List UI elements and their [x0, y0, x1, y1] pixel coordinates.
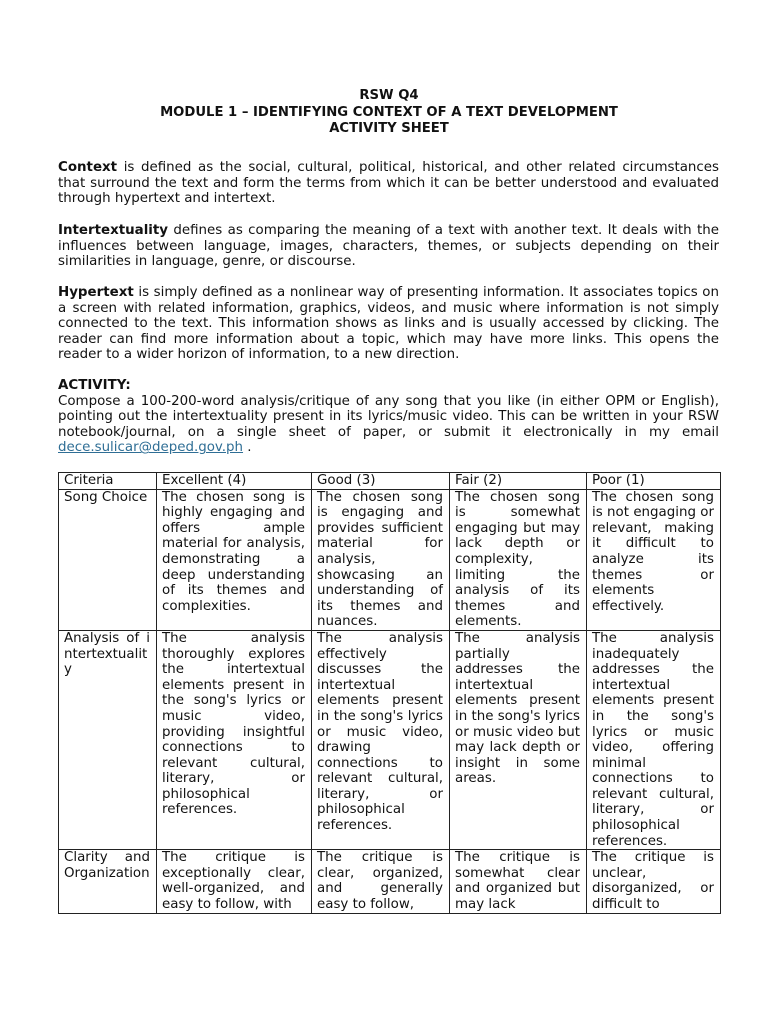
- hypertext-term: Hypertext: [58, 285, 134, 300]
- rubric-header-row: [59, 473, 721, 490]
- header-excellent: Excellent (4): [157, 473, 312, 490]
- table-row: [59, 489, 721, 630]
- criteria-cell: Analysis of intertextuality: [59, 630, 157, 849]
- document-header: [58, 88, 720, 138]
- header-fair: Fair (2): [450, 473, 587, 490]
- sheet-title: ACTIVITY SHEET: [329, 121, 449, 136]
- module-title: MODULE 1 – IDENTIFYING CONTEXT OF A TEXT DEVELOPMENT: [160, 104, 618, 120]
- poor-cell: The chosen song is not engaging or relevant, making it difficult to analyze its themes or elements effectively.: [587, 489, 721, 630]
- criteria-cell: Clarity and Organization: [59, 850, 157, 913]
- table-row: [59, 630, 721, 849]
- activity-title: ACTIVITY:: [58, 378, 131, 393]
- rubric-table: [58, 472, 721, 914]
- good-cell: The chosen song is engaging and provides sufficient material for analysis, showcasing an understanding of its themes and nuances.: [312, 489, 450, 630]
- intertextuality-definition: defines as comparing the meaning of a text with another text. It deals with the influences between language, images, characters, themes, or subjects depending on their similarities in language, genre, or discourse.: [58, 223, 719, 270]
- context-term: Context: [58, 160, 118, 175]
- context-paragraph: [58, 160, 719, 207]
- context-definition: is defined as the social, cultural, political, historical, and other related circumstances that surround the text and form the terms from which it can be better understood and evaluated through hypertext and intertext.: [58, 160, 719, 207]
- excellent-cell: The critique is exceptionally clear, well-organized, and easy to follow, with: [157, 850, 312, 913]
- activity-end: .: [243, 440, 252, 456]
- hypertext-paragraph: [58, 285, 719, 363]
- poor-cell: The critique is unclear, disorganized, or difficult to: [587, 850, 721, 913]
- header-criteria: Criteria: [59, 473, 157, 490]
- activity-instructions: Compose a 100-200-word analysis/critique of any song that you like (in either OPM or English), pointing out the intertextuality present in its lyrics/music video. This can be written in your RSW notebook/journal, on a single sheet of paper, or submit it electronically in my email: [58, 393, 719, 440]
- fair-cell: The critique is somewhat clear and organized but may lack: [450, 850, 587, 913]
- intertextuality-term: Intertextuality: [58, 223, 169, 238]
- fair-cell: The chosen song is somewhat engaging but may lack depth or complexity, limiting the analysis of its themes and elements.: [450, 489, 587, 630]
- poor-cell: The analysis inadequately addresses the intertextual elements present in the song's lyrics or music video, offering minimal connections to relevant cultural, literary, or philosophical references.: [587, 630, 721, 849]
- hypertext-definition: is simply defined as a nonlinear way of presenting information. It associates topics on a screen with related information, graphics, videos, and music where information is not simply connected to the text. This information shows as links and is usually accessed by clicking. The reader can find more information about a topic, which may have more links. This opens the reader to a wider horizon of information, to a new direction.: [58, 285, 719, 363]
- table-row: [59, 850, 721, 913]
- good-cell: The analysis effectively discusses the intertextual elements present in the song's lyrics or music video, drawing connections to relevant cultural, literary, or philosophical references.: [312, 630, 450, 849]
- activity-section: [58, 378, 719, 456]
- header-good: Good (3): [312, 473, 450, 490]
- header-code: RSW Q4: [359, 88, 419, 103]
- excellent-cell: The analysis thoroughly explores the intertextual elements present in the song's lyrics or music video, providing insightful connections to relevant cultural, literary, or philosophical references.: [157, 630, 312, 849]
- header-poor: Poor (1): [587, 473, 721, 490]
- email-link[interactable]: dece.sulicar@deped.gov.ph: [58, 440, 244, 456]
- good-cell: The critique is clear, organized, and generally easy to follow,: [312, 850, 450, 913]
- excellent-cell: The chosen song is highly engaging and offers ample material for analysis, demonstrating a deep understanding of its themes and complexities.: [157, 489, 312, 630]
- criteria-cell: Song Choice: [59, 489, 157, 630]
- fair-cell: The analysis partially addresses the intertextual elements present in the song's lyrics or music video but may lack depth or insight in some areas.: [450, 630, 587, 849]
- intertextuality-paragraph: [58, 223, 719, 270]
